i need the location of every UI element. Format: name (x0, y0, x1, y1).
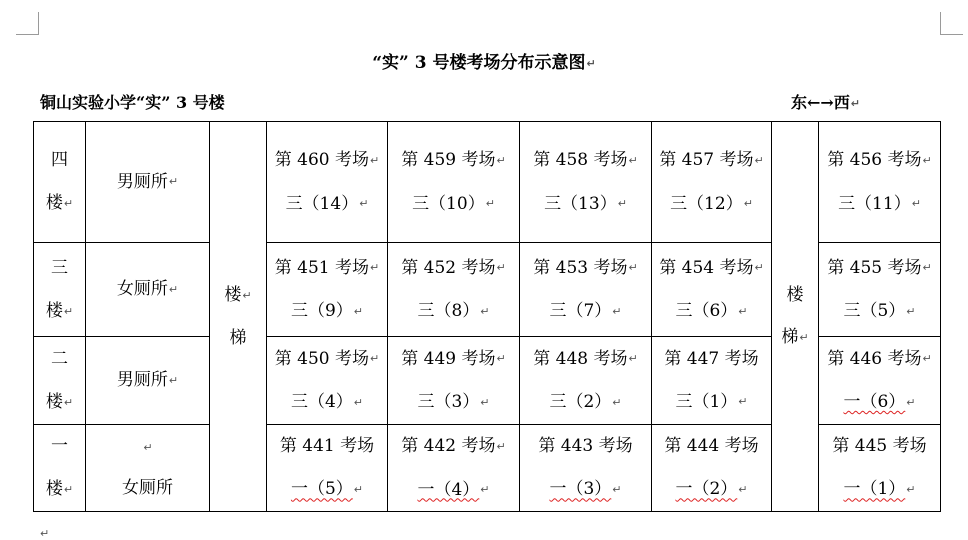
floor-label-char: 二 (51, 348, 68, 369)
stairs-label-char: 梯 (229, 327, 247, 348)
exam-room-cell (819, 243, 941, 337)
restroom-label: 女厕所 (122, 478, 173, 499)
exam-room-number: 第 451 考场 (274, 257, 370, 278)
class-name: 三（13） (544, 193, 617, 214)
exam-room-number: 第 449 考场 (401, 348, 496, 369)
paragraph-mark: ↵ (754, 153, 764, 167)
paragraph-mark: ↵ (359, 197, 369, 210)
exam-room-number: 第 457 考场 (659, 150, 754, 170)
exam-room-cell (388, 425, 520, 512)
page-corner-mark-left (16, 12, 39, 35)
paragraph-mark: ↵ (850, 97, 860, 110)
paragraph-mark: ↵ (799, 330, 809, 344)
restroom-label: 女厕所 (116, 279, 168, 300)
floor-label-char: 楼 (45, 300, 63, 321)
paragraph-mark: ↵ (586, 57, 596, 70)
exam-room-number: 第 454 考场 (659, 257, 754, 278)
paragraph-mark: ↵ (612, 482, 622, 496)
paragraph-mark: ↵ (738, 304, 748, 318)
paragraph-mark: ↵ (63, 197, 74, 210)
floor-label-char: 一 (51, 436, 68, 456)
paragraph-mark: ↵ (496, 439, 506, 453)
paragraph-mark: ↵ (485, 197, 495, 210)
paragraph-mark: ↵ (906, 482, 916, 496)
floor-label-cell (34, 425, 86, 512)
paragraph-mark: ↵ (922, 352, 932, 365)
floor-label-cell (34, 122, 86, 243)
paragraph-mark: ↵ (738, 395, 748, 409)
stairs-label-char: 楼 (224, 285, 242, 306)
exam-room-cell (388, 122, 520, 243)
stairs-label-char: 梯 (781, 327, 799, 348)
exam-room-number: 第 458 考场 (533, 150, 628, 170)
class-name: 一（3） (549, 479, 612, 500)
building-subtitle-line (40, 90, 860, 113)
paragraph-mark: ↵ (906, 304, 916, 318)
exam-room-number: 第 460 考场 (274, 150, 370, 170)
class-name: 一（6） (843, 392, 906, 412)
restroom-cell (86, 425, 210, 512)
paragraph-mark: ↵ (922, 261, 932, 274)
paragraph-mark: ↵ (906, 395, 916, 409)
exam-room-cell (819, 337, 941, 425)
class-name: 三（12） (670, 193, 743, 214)
exam-room-cell (520, 337, 652, 425)
paragraph-mark: ↵ (353, 395, 364, 409)
exam-room-cell (388, 337, 520, 425)
exam-room-cell (520, 425, 652, 512)
west-stairs-cell (210, 122, 267, 512)
class-name: 一（5） (290, 479, 353, 500)
paragraph-mark: ↵ (628, 261, 638, 274)
class-name: 一（4） (417, 479, 480, 500)
class-name: 三（8） (417, 301, 480, 321)
paragraph-mark: ↵ (628, 352, 638, 365)
paragraph-mark: ↵ (168, 175, 179, 189)
restroom-cell (86, 337, 210, 425)
paragraph-mark: ↵ (168, 282, 179, 296)
exam-room-cell (652, 243, 772, 337)
paragraph-mark: ↵ (754, 261, 764, 274)
floor-label-char: 楼 (45, 391, 63, 412)
paragraph-mark: ↵ (496, 153, 506, 167)
paragraph-mark: ↵ (628, 153, 638, 167)
exam-room-number: 第 448 考场 (533, 348, 628, 369)
restroom-label: 男厕所 (116, 370, 168, 391)
class-name: 三（3） (417, 392, 480, 412)
exam-room-cell (267, 243, 388, 337)
exam-room-number: 第 442 考场 (401, 436, 496, 456)
class-name: 一（1） (843, 479, 906, 500)
class-name: 三（2） (549, 392, 612, 412)
floor-label-char: 三 (51, 257, 68, 278)
stairs-label-char: 楼 (786, 285, 804, 306)
paragraph-mark: ↵ (612, 304, 622, 318)
exam-room-number: 第 452 考场 (401, 257, 496, 278)
paragraph-mark: ↵ (370, 352, 380, 365)
paragraph-mark: ↵ (63, 483, 74, 496)
class-name: 三（7） (549, 301, 612, 321)
exam-room-cell (267, 122, 388, 243)
exam-room-cell (819, 425, 941, 512)
class-name: 三（9） (290, 301, 353, 321)
paragraph-mark: ↵ (496, 261, 506, 274)
exam-room-cell (388, 243, 520, 337)
exam-room-cell (652, 122, 772, 243)
exam-room-number: 第 450 考场 (274, 348, 370, 369)
exam-room-cell (652, 337, 772, 425)
exam-room-cell (267, 337, 388, 425)
exam-room-number: 第 445 考场 (832, 436, 927, 457)
paragraph-mark: ↵ (480, 304, 490, 318)
floor-label-cell (34, 243, 86, 337)
paragraph-mark: ↵ (63, 395, 74, 409)
floor-label-char: 四 (51, 150, 68, 170)
title-text: “实” 3 号楼考场分布示意图 (372, 53, 586, 73)
exam-room-number: 第 453 考场 (533, 257, 628, 278)
restroom-cell (86, 122, 210, 243)
paragraph-mark: ↵ (143, 441, 153, 455)
class-name: 三（1） (675, 391, 738, 412)
paragraph-mark: ↵ (242, 288, 252, 302)
exam-room-number: 第 444 考场 (664, 436, 759, 457)
paragraph-mark: ↵ (738, 482, 748, 496)
floor-row (34, 122, 941, 243)
class-name: 三（11） (838, 193, 911, 214)
exam-room-number: 第 447 考场 (664, 348, 759, 369)
restroom-cell (86, 243, 210, 337)
paragraph-mark: ↵ (353, 304, 364, 318)
east-stairs-cell (772, 122, 819, 512)
exam-room-number: 第 456 考场 (827, 150, 922, 170)
floor-label-char: 楼 (45, 479, 63, 499)
class-name: 三（10） (412, 193, 485, 214)
class-name: 一（2） (675, 479, 738, 500)
class-name: 三（6） (675, 301, 738, 321)
paragraph-mark: ↵ (612, 395, 622, 409)
exam-room-cell (520, 122, 652, 243)
paragraph-mark: ↵ (743, 197, 753, 210)
exam-room-number: 第 443 考场 (538, 436, 633, 457)
direction-indicator (791, 90, 860, 113)
exam-room-cell (819, 122, 941, 243)
exam-room-number: 第 446 考场 (827, 348, 922, 369)
restroom-label: 男厕所 (116, 171, 168, 192)
exam-room-cell (267, 425, 388, 512)
class-name: 三（5） (843, 301, 906, 321)
exam-room-cell (652, 425, 772, 512)
paragraph-mark: ↵ (353, 482, 364, 496)
document-title (0, 48, 968, 73)
building-name: 铜山实验小学“实” 3 号楼 (40, 93, 225, 112)
paragraph-mark: ↵ (496, 352, 506, 365)
paragraph-mark: ↵ (922, 153, 932, 167)
class-name: 三（14） (285, 193, 359, 214)
exam-room-layout-table (33, 121, 941, 512)
paragraph-mark: ↵ (480, 483, 490, 496)
paragraph-mark: ↵ (40, 527, 50, 540)
exam-room-cell (520, 243, 652, 337)
paragraph-mark: ↵ (480, 395, 490, 409)
paragraph-mark: ↵ (370, 153, 380, 167)
exam-room-number: 第 455 考场 (827, 257, 922, 278)
floor-label-cell (34, 337, 86, 425)
paragraph-mark: ↵ (911, 197, 921, 210)
paragraph-mark: ↵ (63, 304, 74, 318)
exam-room-number: 第 459 考场 (401, 150, 496, 170)
class-name: 三（4） (290, 392, 353, 412)
exam-room-number: 第 441 考场 (279, 436, 375, 457)
paragraph-mark: ↵ (168, 373, 179, 387)
paragraph-mark: ↵ (370, 261, 380, 274)
direction-text: 东←→西 (790, 93, 850, 112)
paragraph-mark: ↵ (617, 197, 627, 210)
floor-label-char: 楼 (45, 193, 63, 213)
page-corner-mark-right (940, 12, 963, 35)
